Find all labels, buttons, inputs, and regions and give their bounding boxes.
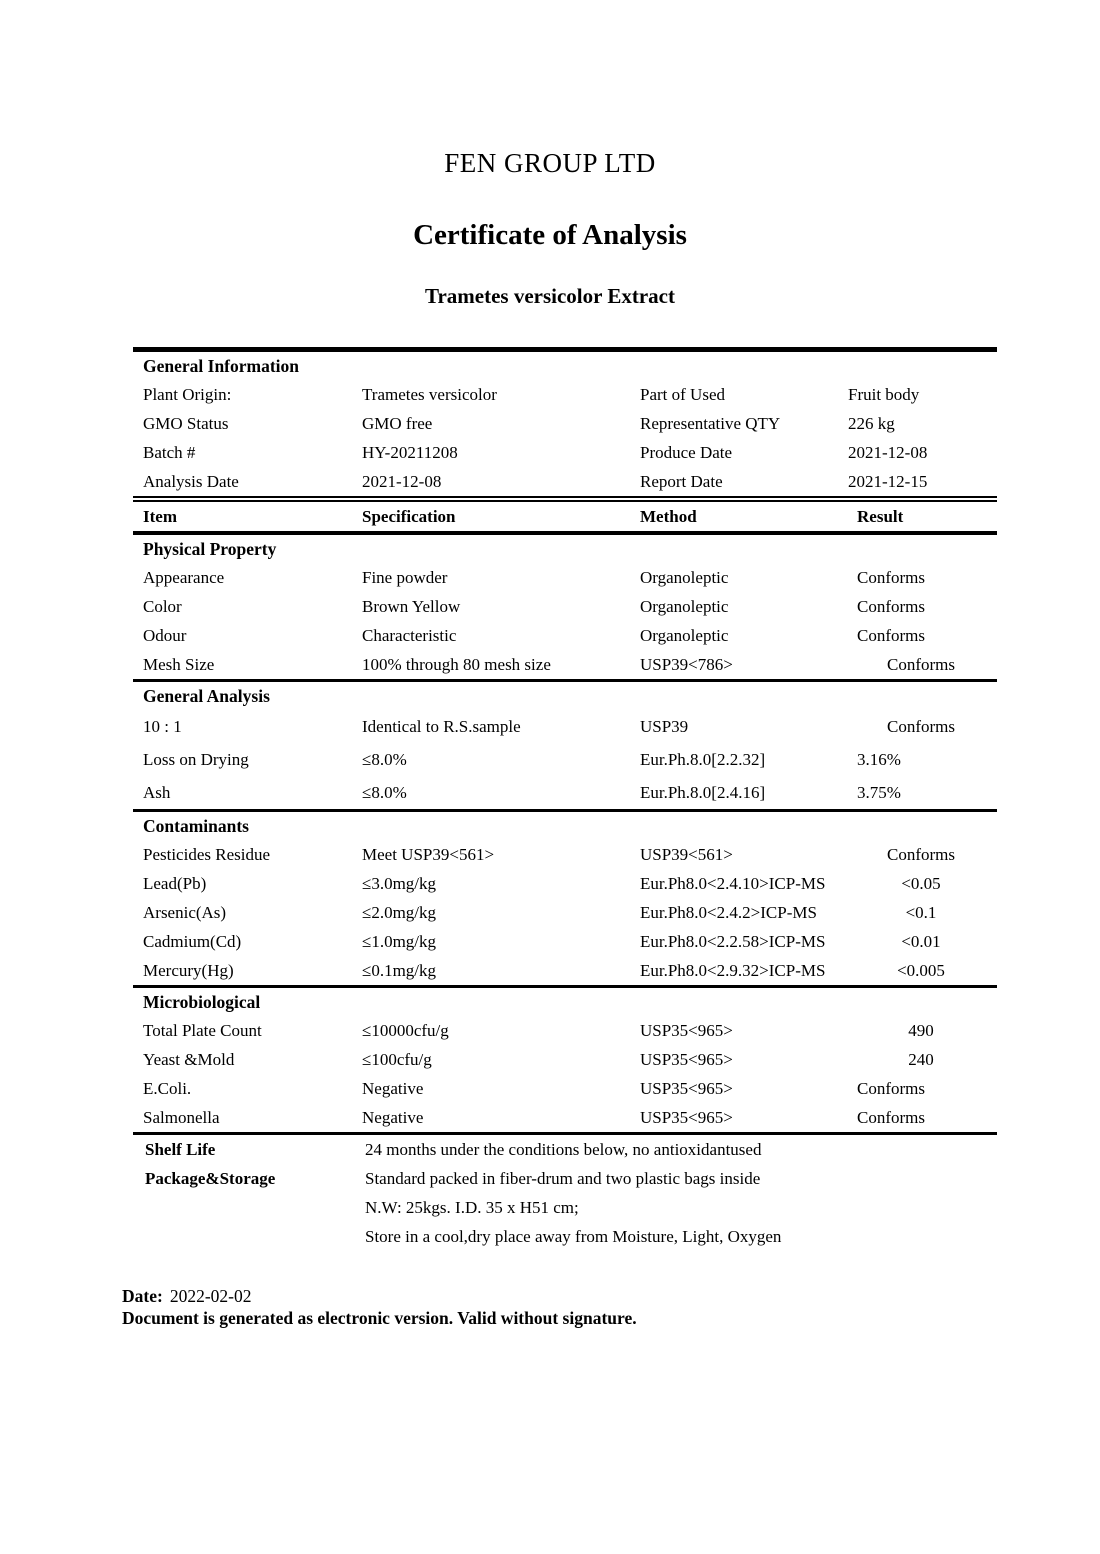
method-cell: USP39<561> bbox=[640, 845, 733, 864]
gi-label: Report Date bbox=[640, 472, 723, 491]
microbiological-title: Microbiological bbox=[143, 992, 261, 1012]
general-info-row bbox=[133, 380, 997, 409]
shelf-life-text: 24 months under the conditions below, no antioxidantused bbox=[365, 1140, 762, 1159]
shelf-life-row bbox=[133, 1135, 997, 1164]
specification-column-header: Specification bbox=[362, 507, 456, 526]
result-cell: <0.01 bbox=[901, 932, 941, 951]
result-cell: Conforms bbox=[857, 597, 925, 616]
spec-cell: Fine powder bbox=[362, 568, 448, 587]
spec-cell: Identical to R.S.sample bbox=[362, 717, 521, 736]
item-cell: 10 : 1 bbox=[143, 717, 182, 736]
table-row bbox=[133, 776, 997, 809]
gi-label: Part of Used bbox=[640, 385, 725, 404]
package-storage-line: N.W: 25kgs. I.D. 35 x H51 cm; bbox=[365, 1198, 579, 1217]
item-cell: Odour bbox=[143, 626, 187, 645]
result-cell: <0.05 bbox=[901, 874, 941, 893]
method-cell: USP39<786> bbox=[640, 655, 733, 674]
result-cell: 3.16% bbox=[857, 750, 901, 769]
general-info-row bbox=[133, 409, 997, 438]
spec-cell: ≤8.0% bbox=[362, 783, 407, 802]
item-cell: Salmonella bbox=[143, 1108, 220, 1127]
method-cell: USP35<965> bbox=[640, 1021, 733, 1040]
spec-cell: 100% through 80 mesh size bbox=[362, 655, 551, 674]
spec-cell: Meet USP39<561> bbox=[362, 845, 495, 864]
package-storage-row bbox=[133, 1222, 997, 1251]
method-cell: Eur.Ph8.0<2.4.10>ICP-MS bbox=[640, 874, 826, 893]
item-cell: Arsenic(As) bbox=[143, 903, 227, 922]
method-cell: USP35<965> bbox=[640, 1050, 733, 1069]
spec-cell: ≤0.1mg/kg bbox=[362, 961, 437, 980]
item-cell: Mercury(Hg) bbox=[143, 961, 234, 980]
method-cell: Eur.Ph8.0<2.9.32>ICP-MS bbox=[640, 961, 826, 980]
result-cell: <0.1 bbox=[905, 903, 937, 922]
method-cell: Organoleptic bbox=[640, 626, 729, 645]
result-cell: Conforms bbox=[887, 655, 955, 674]
result-cell: 490 bbox=[908, 1021, 934, 1040]
result-cell: Conforms bbox=[887, 717, 955, 736]
method-cell: USP35<965> bbox=[640, 1079, 733, 1098]
item-cell: Pesticides Residue bbox=[143, 845, 271, 864]
method-column-header: Method bbox=[640, 507, 697, 526]
table-row bbox=[133, 563, 997, 592]
gi-value: Fruit body bbox=[848, 385, 920, 404]
method-cell: USP39 bbox=[640, 717, 689, 736]
contaminants-title: Contaminants bbox=[143, 816, 249, 836]
package-storage-row bbox=[133, 1164, 997, 1193]
package-storage-line: Store in a cool,dry place away from Moisture, Light, Oxygen bbox=[365, 1227, 782, 1246]
empty-label-cell bbox=[133, 1222, 362, 1251]
method-cell: Organoleptic bbox=[640, 568, 729, 587]
gi-value: Trametes versicolor bbox=[362, 385, 497, 404]
table-row bbox=[133, 927, 997, 956]
gi-label: Representative QTY bbox=[640, 414, 781, 433]
result-cell: 3.75% bbox=[857, 783, 901, 802]
spec-cell: ≤3.0mg/kg bbox=[362, 874, 437, 893]
method-cell: USP35<965> bbox=[640, 1108, 733, 1127]
result-column-header: Result bbox=[857, 507, 904, 526]
gi-label: Batch # bbox=[143, 443, 196, 462]
item-cell: Appearance bbox=[143, 568, 225, 587]
result-cell: Conforms bbox=[857, 568, 925, 587]
gi-label: GMO Status bbox=[143, 414, 229, 433]
item-cell: E.Coli. bbox=[143, 1079, 192, 1098]
spec-cell: ≤2.0mg/kg bbox=[362, 903, 437, 922]
general-info-row bbox=[133, 438, 997, 467]
gi-label: Plant Origin: bbox=[143, 385, 232, 404]
shelf-life-label: Shelf Life bbox=[145, 1140, 216, 1159]
method-cell: Organoleptic bbox=[640, 597, 729, 616]
package-storage-row bbox=[133, 1193, 997, 1222]
coa-table bbox=[133, 347, 997, 1251]
date-value: 2022-02-02 bbox=[169, 1286, 252, 1306]
gi-value: 2021-12-15 bbox=[848, 472, 928, 491]
general-information-title: General Information bbox=[143, 356, 300, 376]
document-title: Certificate of Analysis bbox=[413, 219, 687, 251]
footer bbox=[122, 1285, 1100, 1329]
table-row bbox=[133, 1074, 997, 1103]
product-name: Trametes versicolor Extract bbox=[425, 284, 675, 308]
table-row bbox=[133, 1016, 997, 1045]
table-row bbox=[133, 840, 997, 869]
table-row bbox=[133, 621, 997, 650]
spec-cell: Negative bbox=[362, 1108, 424, 1127]
result-cell: 240 bbox=[908, 1050, 934, 1069]
empty-label-cell bbox=[133, 1193, 362, 1222]
spec-cell: Characteristic bbox=[362, 626, 457, 645]
spec-cell: ≤100cfu/g bbox=[362, 1050, 432, 1069]
column-header-row bbox=[133, 502, 997, 531]
method-cell: Eur.Ph.8.0[2.2.32] bbox=[640, 750, 766, 769]
date-label: Date: bbox=[122, 1286, 163, 1306]
company-name: FEN GROUP LTD bbox=[444, 148, 656, 178]
table-row bbox=[133, 710, 997, 743]
spec-cell: ≤10000cfu/g bbox=[362, 1021, 449, 1040]
result-cell: Conforms bbox=[887, 845, 955, 864]
gi-value: HY-20211208 bbox=[362, 443, 458, 462]
table-row bbox=[133, 869, 997, 898]
physical-property-title: Physical Property bbox=[143, 539, 277, 559]
table-row bbox=[133, 1103, 997, 1132]
date-line bbox=[122, 1285, 1100, 1307]
item-cell: Total Plate Count bbox=[143, 1021, 262, 1040]
table-row bbox=[133, 592, 997, 621]
table-row bbox=[133, 743, 997, 776]
method-cell: Eur.Ph.8.0[2.4.16] bbox=[640, 783, 766, 802]
item-cell: Yeast &Mold bbox=[143, 1050, 235, 1069]
item-column-header: Item bbox=[143, 507, 177, 526]
table-row bbox=[133, 1045, 997, 1074]
result-cell: <0.005 bbox=[897, 961, 945, 980]
method-cell: Eur.Ph8.0<2.4.2>ICP-MS bbox=[640, 903, 817, 922]
spec-cell: ≤8.0% bbox=[362, 750, 407, 769]
general-info-row bbox=[133, 467, 997, 496]
item-cell: Ash bbox=[143, 783, 171, 802]
gi-value: 2021-12-08 bbox=[848, 443, 928, 462]
method-cell: Eur.Ph8.0<2.2.58>ICP-MS bbox=[640, 932, 826, 951]
result-cell: Conforms bbox=[857, 1079, 925, 1098]
spec-cell: Negative bbox=[362, 1079, 424, 1098]
spec-cell: Brown Yellow bbox=[362, 597, 461, 616]
package-storage-line: Standard packed in fiber-drum and two plastic bags inside bbox=[365, 1169, 761, 1188]
table-row bbox=[133, 898, 997, 927]
package-storage-label: Package&Storage bbox=[145, 1169, 276, 1188]
item-cell: Lead(Pb) bbox=[143, 874, 207, 893]
gi-value: 2021-12-08 bbox=[362, 472, 442, 491]
table-row bbox=[133, 956, 997, 985]
gi-label: Produce Date bbox=[640, 443, 733, 462]
table-row bbox=[133, 650, 997, 679]
gi-label: Analysis Date bbox=[143, 472, 239, 491]
item-cell: Mesh Size bbox=[143, 655, 215, 674]
general-analysis-title: General Analysis bbox=[143, 686, 270, 706]
gi-value: 226 kg bbox=[848, 414, 895, 433]
item-cell: Color bbox=[143, 597, 182, 616]
item-cell: Loss on Drying bbox=[143, 750, 249, 769]
gi-value: GMO free bbox=[362, 414, 433, 433]
electronic-version-note: Document is generated as electronic version. Valid without signature. bbox=[122, 1308, 637, 1328]
item-cell: Cadmium(Cd) bbox=[143, 932, 242, 951]
result-cell: Conforms bbox=[857, 1108, 925, 1127]
result-cell: Conforms bbox=[857, 626, 925, 645]
spec-cell: ≤1.0mg/kg bbox=[362, 932, 437, 951]
